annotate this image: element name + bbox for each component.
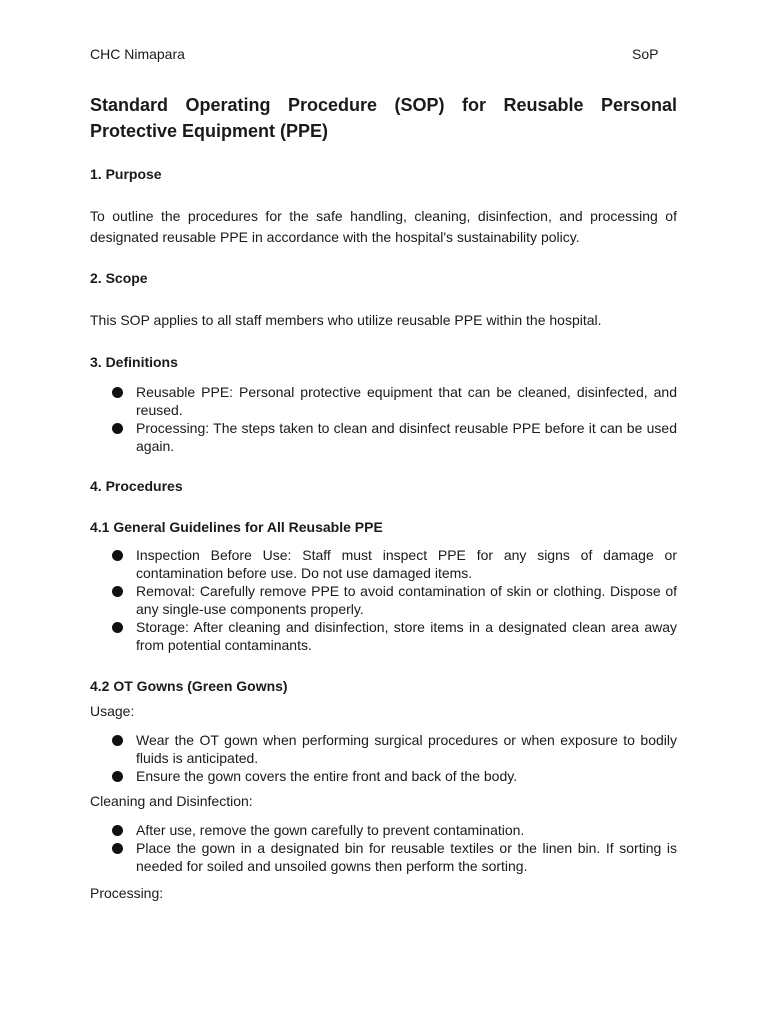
gowns-usage-label: Usage:	[90, 703, 135, 719]
list-item	[112, 582, 677, 618]
list-item-text: Wear the OT gown when performing surgical procedures or when exposure to bodily fluids is anticipated.	[136, 732, 677, 766]
bullet-icon	[112, 387, 123, 398]
list-item-text: Storage: After cleaning and disinfection, store items in a designated clean area away from potential contaminants.	[136, 619, 677, 653]
list-item	[112, 618, 677, 654]
definitions-list	[112, 383, 677, 455]
gowns-cleaning-label: Cleaning and Disinfection:	[90, 793, 253, 809]
bullet-icon	[112, 735, 123, 746]
bullet-icon	[112, 825, 123, 836]
purpose-text: To outline the procedures for the safe handling, cleaning, disinfection, and processing of designated reusable PPE in accordance with the hospital's sustainability policy.	[90, 208, 677, 245]
list-item-text: Place the gown in a designated bin for reusable textiles or the linen bin. If sorting is needed for soiled and unsoiled gowns then perform the sorting.	[136, 840, 677, 874]
general-guidelines-list	[112, 546, 677, 654]
header-facility-name: CHC Nimapara	[90, 46, 185, 62]
scope-text: This SOP applies to all staff members who utilize reusable PPE within the hospital.	[90, 312, 602, 328]
section-heading-scope: 2. Scope	[90, 270, 148, 286]
list-item	[112, 767, 677, 785]
bullet-icon	[112, 622, 123, 633]
list-item-text: Ensure the gown covers the entire front and back of the body.	[136, 768, 518, 784]
bullet-icon	[112, 843, 123, 854]
list-item-text: Removal: Carefully remove PPE to avoid contamination of skin or clothing. Dispose of any single-use components properly.	[136, 583, 677, 617]
section-heading-definitions: 3. Definitions	[90, 354, 178, 370]
list-item-text: After use, remove the gown carefully to prevent contamination.	[136, 822, 525, 838]
section-heading-purpose: 1. Purpose	[90, 166, 162, 182]
gowns-processing-label: Processing:	[90, 885, 164, 901]
list-item	[112, 821, 677, 839]
gowns-cleaning-list	[112, 821, 677, 875]
list-item	[112, 383, 677, 419]
list-item-text: Inspection Before Use: Staff must inspect PPE for any signs of damage or contamination before use. Do not use damaged items.	[136, 547, 677, 581]
list-item	[112, 419, 677, 455]
list-item	[112, 731, 677, 767]
header-doc-type: SoP	[632, 46, 659, 62]
subsection-heading-gowns: 4.2 OT Gowns (Green Gowns)	[90, 678, 288, 694]
section-heading-procedures: 4. Procedures	[90, 478, 183, 494]
gowns-usage-list	[112, 731, 677, 785]
list-item-text: Processing: The steps taken to clean and disinfect reusable PPE before it can be used again.	[136, 420, 677, 454]
document-title: Standard Operating Procedure (SOP) for Reusable Personal Protective Equipment (PPE)	[90, 95, 677, 141]
list-item	[112, 546, 677, 582]
bullet-icon	[112, 586, 123, 597]
bullet-icon	[112, 771, 123, 782]
list-item	[112, 839, 677, 875]
list-item-text: Reusable PPE: Personal protective equipment that can be cleaned, disinfected, and reused.	[136, 384, 677, 418]
subsection-heading-general: 4.1 General Guidelines for All Reusable PPE	[90, 519, 383, 535]
bullet-icon	[112, 550, 123, 561]
bullet-icon	[112, 423, 123, 434]
